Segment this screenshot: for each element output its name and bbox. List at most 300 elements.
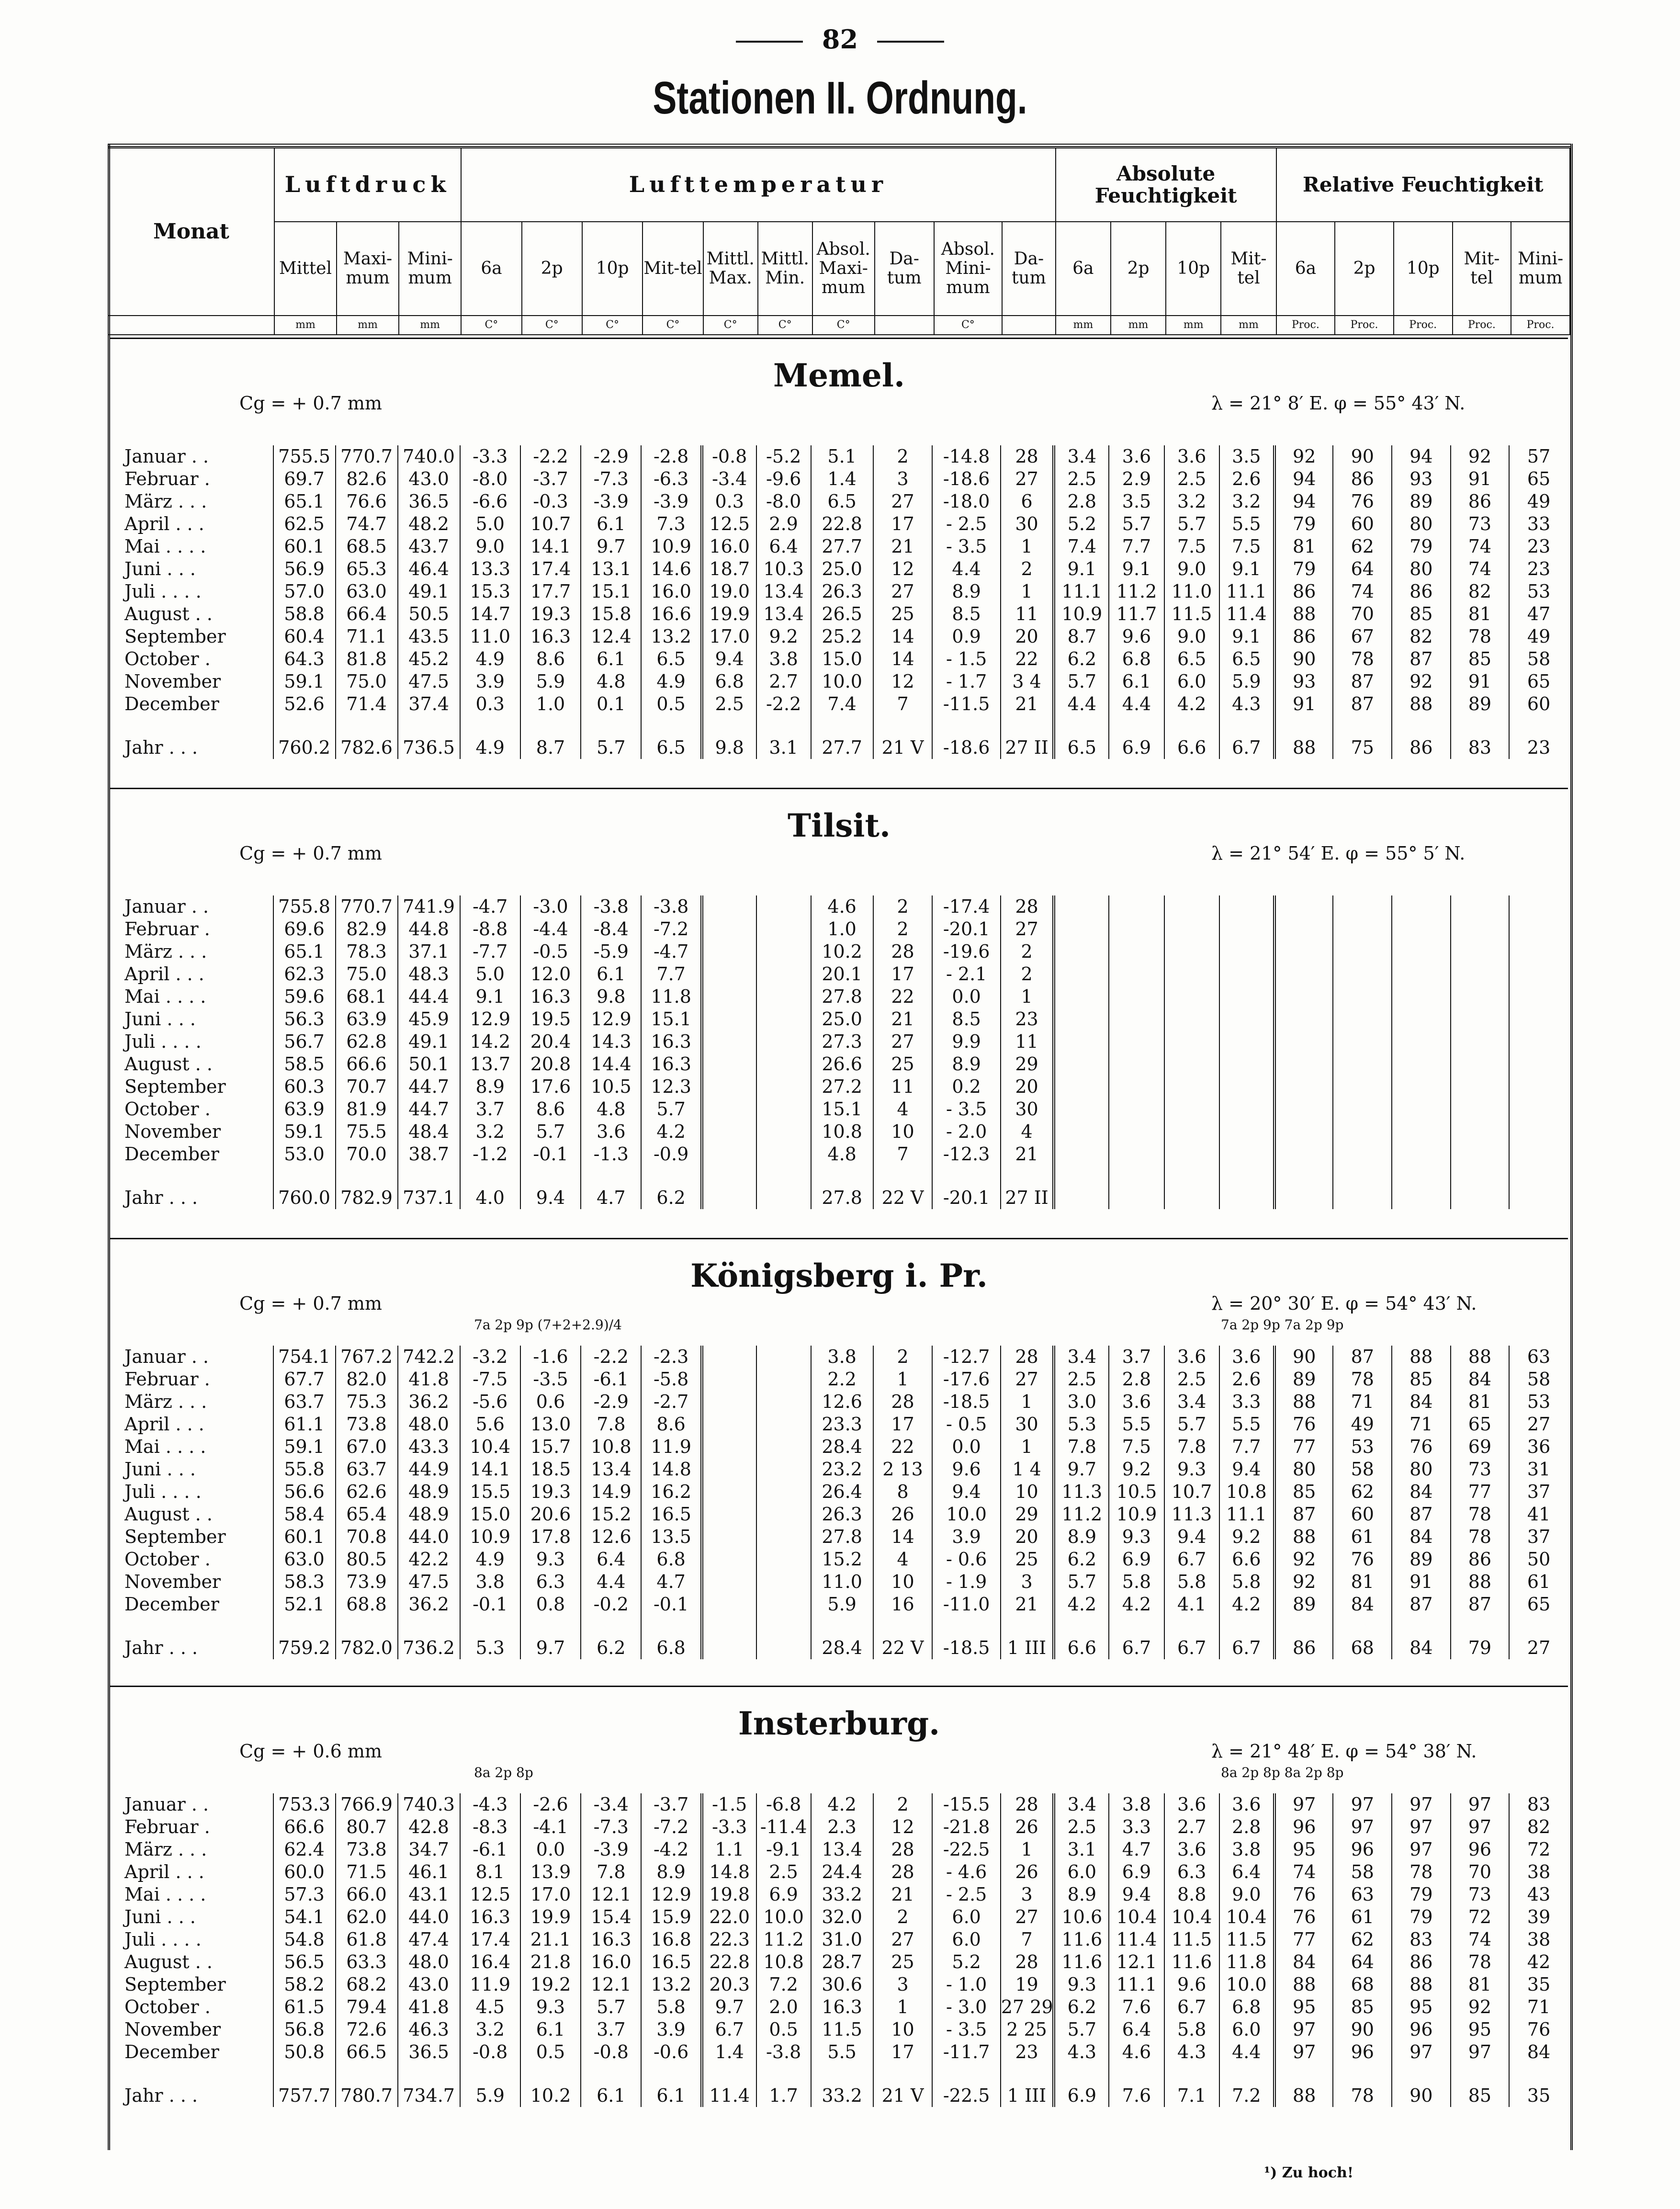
table-cell: 95 <box>1451 2018 1510 2041</box>
header-col-2: Mini-mum <box>399 222 461 316</box>
table-cell: 20 <box>1001 1526 1054 1548</box>
table-cell: 6.5 <box>1164 648 1219 670</box>
header-unit-14: mm <box>1111 316 1166 335</box>
table-cell: 5.5 <box>1219 513 1274 535</box>
table-cell: 2.5 <box>1054 1816 1109 1838</box>
table-cell: 30 <box>1001 1413 1054 1436</box>
table-cell: 15.4 <box>581 1906 641 1928</box>
table-cell: 44.9 <box>398 1458 460 1481</box>
table-cell: 20 <box>1001 625 1054 648</box>
table-cell: -18.0 <box>932 490 1000 513</box>
table-cell: 80 <box>1274 1458 1333 1481</box>
table-cell: 61 <box>1333 1906 1392 1928</box>
table-cell: 95 <box>1274 1996 1333 2018</box>
table-cell: 87 <box>1451 1593 1510 1616</box>
header-unit-16: mm <box>1221 316 1276 335</box>
table-cell: 43.7 <box>398 535 460 558</box>
table-cell: 17.0 <box>702 625 756 648</box>
table-cell: 46.3 <box>398 2018 460 2041</box>
table-cell: 10 <box>1001 1481 1054 1503</box>
table-cell <box>1392 1121 1451 1143</box>
table-cell <box>1509 918 1568 940</box>
table-cell <box>702 895 756 918</box>
table-cell: 86 <box>1392 715 1451 759</box>
table-cell: 782.9 <box>336 1166 398 1209</box>
table-cell: 14.9 <box>581 1481 641 1503</box>
table-cell: 68.5 <box>336 535 398 558</box>
table-cell: 93 <box>1274 670 1333 693</box>
table-cell: 1.4 <box>811 468 873 490</box>
header-col-12: Da-tum <box>1002 222 1056 316</box>
table-cell: 88 <box>1274 715 1333 759</box>
table-cell <box>1054 963 1109 986</box>
table-cell: 52.6 <box>273 693 336 715</box>
table-cell: 9.4 <box>702 648 756 670</box>
table-cell: 27 <box>1001 1368 1054 1391</box>
table-cell: 74.7 <box>336 513 398 535</box>
table-cell: 88 <box>1274 1973 1333 1996</box>
table-cell: 9.4 <box>1219 1458 1274 1481</box>
table-cell <box>1109 986 1164 1008</box>
table-cell: 11.1 <box>1109 1973 1164 1996</box>
table-cell: 2.5 <box>1164 468 1219 490</box>
table-cell: 4.3 <box>1164 2041 1219 2063</box>
month-label: April . . . <box>124 1861 204 1882</box>
table-cell: 9.8 <box>581 986 641 1008</box>
table-cell: 25 <box>873 1053 933 1076</box>
table-cell: 56.3 <box>273 1008 336 1031</box>
table-cell <box>1164 918 1219 940</box>
table-cell: -5.2 <box>756 445 811 468</box>
table-cell: -0.8 <box>581 2041 641 2063</box>
table-cell: 0.6 <box>520 1391 581 1413</box>
table-cell: 6.2 <box>1054 1548 1109 1571</box>
year-row <box>110 715 1568 759</box>
table-cell <box>702 940 756 963</box>
table-row <box>110 1526 1568 1548</box>
table-cell <box>1054 1008 1109 1031</box>
table-cell <box>1109 940 1164 963</box>
table-cell: 7.6 <box>1109 1996 1164 2018</box>
table-cell: 8.5 <box>932 1008 1000 1031</box>
table-header <box>108 147 1570 335</box>
table-cell: 2 <box>873 918 933 940</box>
table-cell: 96 <box>1451 1838 1510 1861</box>
table-cell: 16.3 <box>641 1031 701 1053</box>
table-cell: 5.0 <box>460 963 520 986</box>
table-cell: 21.1 <box>520 1928 581 1951</box>
station-coordinates: λ = 20° 30′ E. φ = 54° 43′ N. <box>1211 1293 1477 1314</box>
table-cell: 10.8 <box>756 1951 811 1973</box>
table-cell: 21 V <box>873 2063 933 2107</box>
table-cell: -7.2 <box>641 918 701 940</box>
table-cell: 7.7 <box>1219 1436 1274 1458</box>
station-data-table <box>110 1346 1568 1659</box>
table-cell <box>1451 1121 1510 1143</box>
table-cell: 97 <box>1392 1816 1451 1838</box>
table-cell: 46.4 <box>398 558 460 580</box>
table-cell: 7 <box>873 1143 933 1166</box>
table-cell: -18.6 <box>932 468 1000 490</box>
table-cell: -22.5 <box>932 1838 1000 1861</box>
table-cell: 12 <box>873 1816 933 1838</box>
table-cell: 92 <box>1392 670 1451 693</box>
table-cell: 3.3 <box>1109 1816 1164 1838</box>
table-cell: 27 <box>1509 1413 1568 1436</box>
table-cell: 56.9 <box>273 558 336 580</box>
table-cell <box>1509 986 1568 1008</box>
table-cell: -8.4 <box>581 918 641 940</box>
station-name: Memel. <box>773 357 905 394</box>
month-label: Juli . . . . <box>124 1031 202 1052</box>
table-cell: 38.7 <box>398 1143 460 1166</box>
table-cell: 75.0 <box>336 670 398 693</box>
table-cell: 6.1 <box>581 2063 641 2107</box>
month-label: Mai . . . . <box>124 536 206 557</box>
table-cell: 9.2 <box>1219 1526 1274 1548</box>
table-cell: 63.3 <box>336 1951 398 1973</box>
table-cell <box>702 1593 756 1616</box>
table-cell: 84 <box>1451 1368 1510 1391</box>
month-label: Juni . . . <box>124 1008 196 1030</box>
table-cell: 83 <box>1509 1793 1568 1816</box>
table-cell: 6.7 <box>1164 1616 1219 1659</box>
table-cell: 3.1 <box>1054 1838 1109 1861</box>
table-cell: 84 <box>1509 2041 1568 2063</box>
table-cell <box>1333 1121 1392 1143</box>
table-cell: 17.6 <box>520 1076 581 1098</box>
table-row <box>110 558 1568 580</box>
table-cell: 7.8 <box>1164 1436 1219 1458</box>
table-cell: 53 <box>1333 1436 1392 1458</box>
table-cell: 97 <box>1333 1816 1392 1838</box>
table-row <box>110 1593 1568 1616</box>
table-cell: -4.7 <box>460 895 520 918</box>
table-cell: 27 II <box>1001 715 1054 759</box>
table-cell: 10 <box>873 2018 933 2041</box>
table-cell: 81 <box>1274 535 1333 558</box>
table-cell: 65 <box>1509 468 1568 490</box>
table-cell <box>1164 895 1219 918</box>
table-cell: -0.8 <box>702 445 756 468</box>
table-cell: 3 4 <box>1001 670 1054 693</box>
header-col-14: 2p <box>1111 222 1166 316</box>
table-cell: 9.0 <box>1164 558 1219 580</box>
table-cell: 27.8 <box>811 1526 873 1548</box>
table-cell: 19.3 <box>520 603 581 625</box>
table-cell: 6.8 <box>641 1616 701 1659</box>
table-cell <box>702 1368 756 1391</box>
station-name: Insterburg. <box>738 1705 940 1742</box>
table-cell: 97 <box>1274 1793 1333 1816</box>
table-cell: -3.7 <box>641 1793 701 1816</box>
table-cell: 5.9 <box>520 670 581 693</box>
table-cell: 15.0 <box>460 1503 520 1526</box>
table-cell <box>1219 895 1274 918</box>
header-unit-12 <box>1002 316 1056 335</box>
table-cell: 3.9 <box>641 2018 701 2041</box>
table-cell <box>1451 963 1510 986</box>
table-cell <box>1392 918 1451 940</box>
table-cell: 11.0 <box>1164 580 1219 603</box>
month-label: Februar . <box>124 1816 210 1837</box>
table-cell: 25 <box>873 1951 933 1973</box>
table-cell: 2.9 <box>1109 468 1164 490</box>
table-cell: 13.7 <box>460 1053 520 1076</box>
table-cell: 760.0 <box>273 1166 336 1209</box>
table-cell: 65 <box>1451 1413 1510 1436</box>
table-cell: 94 <box>1274 490 1333 513</box>
table-cell: 13.0 <box>520 1413 581 1436</box>
table-cell: 26.3 <box>811 1503 873 1526</box>
month-label: December <box>124 2041 219 2062</box>
month-label: Mai . . . . <box>124 986 206 1007</box>
table-cell: 27 <box>1001 468 1054 490</box>
table-cell: 85 <box>1451 2063 1510 2107</box>
table-cell <box>1164 1076 1219 1098</box>
table-cell: 1 <box>873 1996 933 2018</box>
table-cell: 36.2 <box>398 1391 460 1413</box>
table-row <box>110 2018 1568 2041</box>
table-cell <box>1164 1143 1219 1166</box>
table-cell <box>1333 986 1392 1008</box>
table-cell: 3.4 <box>1054 1793 1109 1816</box>
table-cell: 12.3 <box>641 1076 701 1098</box>
table-cell: 28 <box>1001 1346 1054 1368</box>
table-cell: 70.8 <box>336 1526 398 1548</box>
table-cell: 48.0 <box>398 1413 460 1436</box>
month-label: Juli . . . . <box>124 1929 202 1950</box>
table-cell: 79 <box>1274 558 1333 580</box>
table-cell: 39 <box>1509 1906 1568 1928</box>
header-unit-19: Proc. <box>1394 316 1453 335</box>
table-cell: 742.2 <box>398 1346 460 1368</box>
table-cell: 61.1 <box>273 1413 336 1436</box>
header-unit-1: mm <box>337 316 399 335</box>
table-cell: 6.8 <box>702 670 756 693</box>
table-cell: 4 <box>1001 1121 1054 1143</box>
month-label: Januar . . <box>124 896 209 917</box>
section-divider <box>110 1686 1568 1687</box>
table-cell: 11.3 <box>1164 1503 1219 1526</box>
table-cell: -9.6 <box>756 468 811 490</box>
table-cell: 63.0 <box>273 1548 336 1571</box>
table-cell: 53 <box>1509 1391 1568 1413</box>
table-cell: 82 <box>1509 1816 1568 1838</box>
table-cell <box>1219 963 1274 986</box>
table-cell: 97 <box>1451 1793 1510 1816</box>
table-cell <box>1392 963 1451 986</box>
table-cell <box>702 1413 756 1436</box>
table-cell: 22 <box>1001 648 1054 670</box>
table-cell: 4.7 <box>1109 1838 1164 1861</box>
table-cell: 62.5 <box>273 513 336 535</box>
table-cell: 65 <box>1509 670 1568 693</box>
table-cell: 80 <box>1392 558 1451 580</box>
table-cell <box>1274 940 1333 963</box>
table-cell: 12.5 <box>460 1883 520 1906</box>
header-col-0: Mittel <box>274 222 337 316</box>
month-label: Februar . <box>124 468 210 489</box>
table-cell: -6.6 <box>460 490 520 513</box>
table-cell: 27 <box>1001 918 1054 940</box>
table-cell: 27 <box>873 490 933 513</box>
table-cell: 7.4 <box>1054 535 1109 558</box>
table-cell: 49 <box>1333 1413 1392 1436</box>
table-cell: 0.3 <box>702 490 756 513</box>
table-cell: 4.8 <box>811 1143 873 1166</box>
table-cell: 64.3 <box>273 648 336 670</box>
table-cell: 79 <box>1392 535 1451 558</box>
table-cell: 26 <box>1001 1816 1054 1838</box>
table-cell: 44.7 <box>398 1076 460 1098</box>
table-cell: 15.8 <box>581 603 641 625</box>
table-cell <box>702 1616 756 1659</box>
month-label: August . . <box>124 1504 213 1525</box>
table-cell: -4.2 <box>641 1838 701 1861</box>
table-cell: 87 <box>1333 693 1392 715</box>
table-cell: 12 <box>873 670 933 693</box>
table-cell: 27 II <box>1001 1166 1054 1209</box>
table-cell <box>1274 963 1333 986</box>
table-row <box>110 1793 1568 1816</box>
table-cell: 6.7 <box>1164 1548 1219 1571</box>
table-cell: 76 <box>1509 2018 1568 2041</box>
table-cell <box>1219 1098 1274 1121</box>
table-cell: 12.0 <box>520 963 581 986</box>
table-cell <box>702 1571 756 1593</box>
table-cell <box>1451 1008 1510 1031</box>
table-cell: -2.9 <box>581 1391 641 1413</box>
table-cell: 57.0 <box>273 580 336 603</box>
table-cell <box>1219 1143 1274 1166</box>
table-cell: 3.6 <box>1109 1391 1164 1413</box>
table-cell: -2.2 <box>581 1346 641 1368</box>
table-cell: 10.7 <box>520 513 581 535</box>
table-cell: -5.6 <box>460 1391 520 1413</box>
table-cell: 9.4 <box>1109 1883 1164 1906</box>
table-cell: 736.5 <box>398 715 460 759</box>
table-cell <box>1109 1098 1164 1121</box>
table-cell: 6.7 <box>1109 1616 1164 1659</box>
table-cell: 81.8 <box>336 648 398 670</box>
table-cell: 19.3 <box>520 1481 581 1503</box>
table-cell <box>756 1503 811 1526</box>
table-cell: 86 <box>1392 580 1451 603</box>
table-cell <box>1274 1143 1333 1166</box>
table-cell <box>1392 1166 1451 1209</box>
table-cell: 77 <box>1274 1436 1333 1458</box>
table-cell: 31 <box>1509 1458 1568 1481</box>
table-row <box>110 1346 1568 1368</box>
month-label: Juni . . . <box>124 558 196 579</box>
month-label: Jahr . . . <box>124 1637 198 1658</box>
table-cell: - 1.5 <box>932 648 1000 670</box>
table-cell: 2 <box>873 1793 933 1816</box>
table-cell: -15.5 <box>932 1793 1000 1816</box>
table-cell: 78 <box>1451 625 1510 648</box>
table-cell: 16.0 <box>581 1951 641 1973</box>
table-cell: 93 <box>1392 468 1451 490</box>
table-cell: 84 <box>1392 1526 1451 1548</box>
table-cell: 60.3 <box>273 1076 336 1098</box>
table-row <box>110 625 1568 648</box>
table-cell: 43 <box>1509 1883 1568 1906</box>
table-cell: 58.2 <box>273 1973 336 1996</box>
table-cell <box>1109 895 1164 918</box>
table-cell <box>1274 1076 1333 1098</box>
table-cell: - 3.5 <box>932 535 1000 558</box>
table-cell <box>1054 1143 1109 1166</box>
table-cell <box>756 918 811 940</box>
table-cell: -3.8 <box>756 2041 811 2063</box>
table-row <box>110 1571 1568 1593</box>
table-cell: 16.0 <box>641 580 701 603</box>
table-cell: 8.6 <box>641 1413 701 1436</box>
table-cell: -21.8 <box>932 1816 1000 1838</box>
table-cell: 84 <box>1333 1593 1392 1616</box>
table-cell: -7.5 <box>460 1368 520 1391</box>
table-cell: 28 <box>1001 1793 1054 1816</box>
table-row <box>110 693 1568 715</box>
table-cell: 63.9 <box>273 1098 336 1121</box>
station-coordinates: λ = 21° 8′ E. φ = 55° 43′ N. <box>1211 393 1466 414</box>
table-cell: 9.0 <box>1164 625 1219 648</box>
table-cell: 35 <box>1509 2063 1568 2107</box>
month-label: März . . . <box>124 1391 207 1412</box>
table-cell: 73 <box>1451 513 1510 535</box>
table-cell: 3.2 <box>460 1121 520 1143</box>
table-cell: 35 <box>1509 1973 1568 1996</box>
table-cell <box>1333 1076 1392 1098</box>
table-cell: 10.4 <box>1164 1906 1219 1928</box>
table-cell: 6.1 <box>581 513 641 535</box>
table-cell: 60.0 <box>273 1861 336 1883</box>
table-cell: 6.4 <box>1219 1861 1274 1883</box>
table-cell: 61 <box>1333 1526 1392 1548</box>
table-cell: 10.9 <box>460 1526 520 1548</box>
header-col-17: 6a <box>1276 222 1335 316</box>
table-row <box>110 918 1568 940</box>
header-col-3: 6a <box>461 222 521 316</box>
header-col-11: Absol. Mini-mum <box>934 222 1002 316</box>
table-cell: 15.7 <box>520 1436 581 1458</box>
table-cell <box>1054 940 1109 963</box>
table-cell: 5.5 <box>811 2041 873 2063</box>
table-cell: 36.5 <box>398 2041 460 2063</box>
header-col-20: Mit-tel <box>1453 222 1511 316</box>
month-label: Mai . . . . <box>124 1884 206 1905</box>
table-cell: 92 <box>1274 1571 1333 1593</box>
observation-hours-temperature: 7a 2p 9p (7+2+2.9)/4 <box>474 1317 622 1333</box>
table-cell: 21 <box>1001 693 1054 715</box>
table-cell: 3.8 <box>811 1346 873 1368</box>
table-cell: - 2.0 <box>932 1121 1000 1143</box>
table-cell: 26 <box>1001 1861 1054 1883</box>
table-cell: -14.8 <box>932 445 1000 468</box>
table-cell <box>1392 940 1451 963</box>
table-cell: 11.7 <box>1109 603 1164 625</box>
month-label: August . . <box>124 1054 213 1075</box>
table-cell: 11.3 <box>1054 1481 1109 1503</box>
table-cell: 3.9 <box>932 1526 1000 1548</box>
table-cell: 15.1 <box>811 1098 873 1121</box>
table-cell: -7.3 <box>581 468 641 490</box>
table-cell: 11.6 <box>1054 1951 1109 1973</box>
table-cell: 7.4 <box>811 693 873 715</box>
table-cell: 59.1 <box>273 670 336 693</box>
table-cell: 43.0 <box>398 1973 460 1996</box>
